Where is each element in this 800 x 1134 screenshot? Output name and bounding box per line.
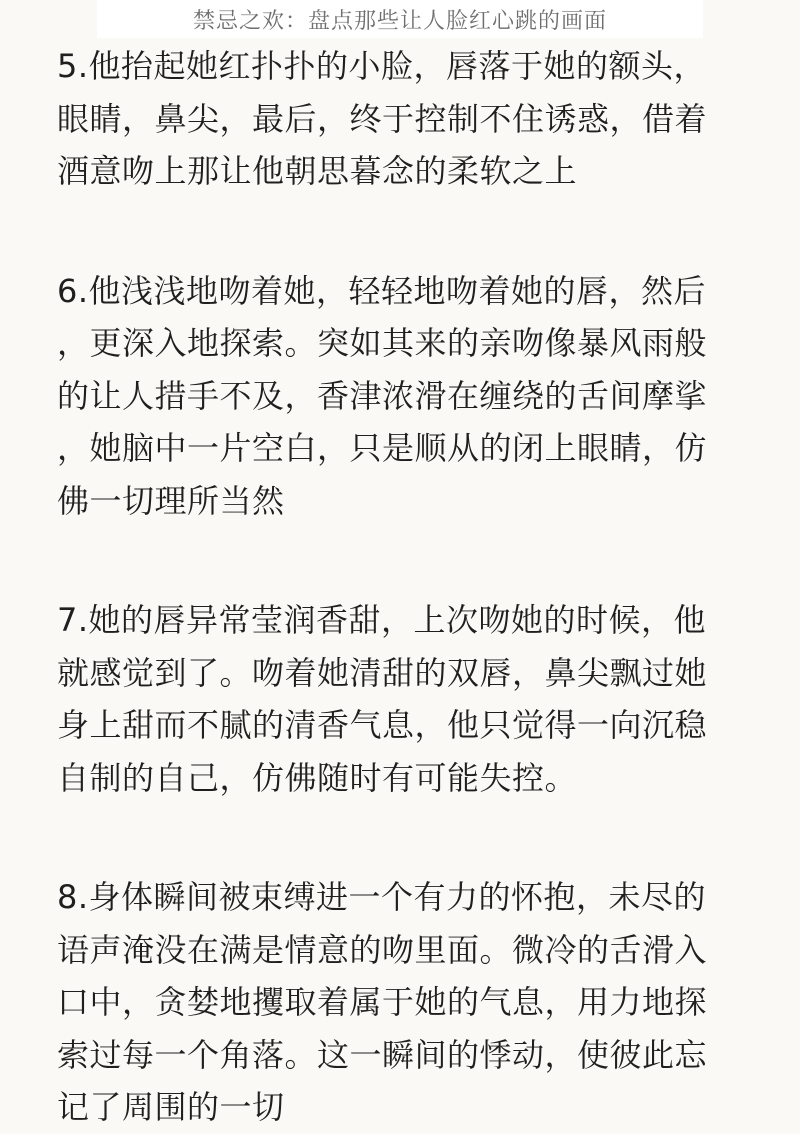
paragraph-5: [57, 40, 757, 198]
paragraph-line: ，她脑中一片空白，只是顺从的闭上眼睛，仿: [57, 429, 708, 467]
paragraph-6: [57, 265, 757, 528]
paragraph-line: ，更深入地探索。突如其来的亲吻像暴风雨般: [57, 324, 708, 362]
paragraph-line: 口中，贪婪地攫取着属于她的气息，用力地探: [57, 983, 708, 1021]
paragraph-line: 6.他浅浅地吻着她，轻轻地吻着她的唇，然后: [57, 271, 707, 310]
paragraph-8: [57, 871, 757, 1134]
paragraph-line: 5.他抬起她红扑扑的小脸，唇落于她的额头，: [57, 47, 707, 85]
paragraph-line: 身上甜而不腻的清香气息，他只觉得一向沉稳: [57, 706, 708, 744]
paragraph-line: 佛一切理所当然: [57, 481, 285, 520]
paragraph-spacer: [57, 198, 757, 265]
paragraph-line: 就感觉到了。吻着她清甜的双唇，鼻尖飘过她: [57, 653, 708, 692]
paragraph-line: 7.她的唇异常莹润香甜，上次吻她的时候，他: [57, 601, 707, 639]
paragraph-line: 语声淹没在满是情意的吻里面。微冷的舌滑入: [57, 930, 708, 969]
article-body: [57, 40, 757, 1134]
paragraph-7: [57, 594, 757, 804]
paragraph-spacer: [57, 804, 757, 871]
paragraph-line: 酒意吻上那让他朝思暮念的柔软之上: [57, 152, 578, 190]
paragraph-line: 记了周围的一切: [57, 1088, 285, 1126]
paragraph-line: 自制的自己，仿佛随时有可能失控。: [57, 758, 578, 797]
paragraph-line: 的让人措手不及，香津浓滑在缠绕的舌间摩挲: [57, 376, 708, 415]
paragraph-spacer: [57, 527, 757, 594]
paragraph-line: 眼睛，鼻尖，最后，终于控制不住诱惑，借着: [57, 99, 708, 138]
paragraph-line: 索过每一个角落。这一瞬间的悸动，使彼此忘: [57, 1035, 708, 1074]
page-title: 禁忌之欢：盘点那些让人脸红心跳的画面: [192, 8, 607, 34]
title-bar: [97, 0, 703, 38]
paragraph-line: 8.身体瞬间被束缚进一个有力的怀抱，未尽的: [57, 878, 707, 916]
